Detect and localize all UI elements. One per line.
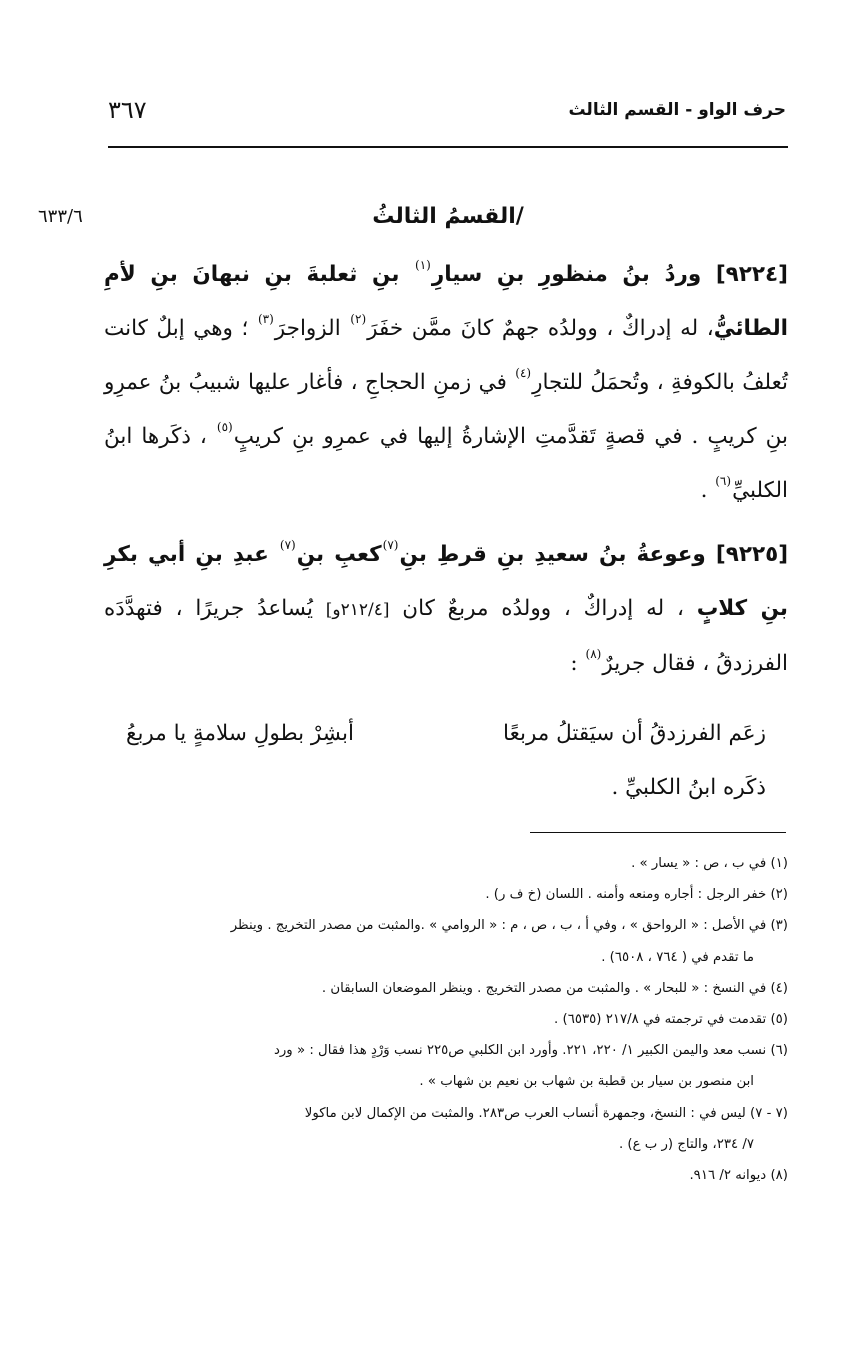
footnote-continuation: ابن منصور بن سيار بن قطبة بن شهاب بن نعيم بن شهاب » . [419,1074,754,1090]
footnote-marker[interactable]: (٦) [715,474,732,488]
entry-name-continued: بنِ ثعلبةَ بنِ نبهانَ بنِ لأمِ الطائيُّ [104,262,789,341]
footnote: (٣) في الأصل : « الرواحق » ، وفي أ ، ب ، ص ، م : « الروامي » .والمثبت من مصدر التخريج . وينظر [230,918,788,934]
footnote-separator [530,832,786,833]
entry-name-continued: كعبِ بنِ [296,542,382,567]
header-rule [108,146,788,148]
poetry-verse [104,707,788,761]
footnote-marker[interactable]: (٣) [257,312,274,326]
footnote-marker[interactable]: (٧) [382,538,399,552]
entry-name: وعوعةُ بنُ سعيدِ بنِ قرطِ بنِ [399,542,706,567]
footnote: (٧ - ٧) ليس في : النسخ، وجمهرة أنساب العرب ص٢٨٣. والمثبت من الإكمال لابن ماكولا [304,1105,788,1121]
footnote-continuation: ما تقدم في ( ٧٦٤ ، ٦٥٠٨) . [601,949,754,965]
verse-attribution: ذكَره ابنُ الكلبيِّ . [611,775,766,800]
verse-second-hemistich: أبشِرْ بطولِ سلامةٍ يا مربعُ [126,721,354,746]
entry-text: في زمنِ الحجاجِ ، فأغار عليها شبيبُ بنُ عمرِو بنِ كريبٍ . في قصةٍ تَقدَّمتِ الإشارةُ إليها في عمرِو بنِ كريبٍ [104,370,788,449]
entry-9225 [104,528,788,691]
footnote: (٥) تقدمت في ترجمته في ٢١٧/٨ (٦٥٣٥) . [554,1012,788,1028]
entry-text: . [700,478,715,503]
footnote: (١) في ب ، ص : « يسار » . [631,856,788,871]
page-header [108,96,786,140]
footnote-marker[interactable]: (٤) [515,366,532,380]
section-title: /القسمُ الثالثُ [372,204,524,229]
entry-number: [٩٢٢٥] [705,542,789,567]
footnote-marker[interactable]: (٨) [585,647,602,661]
entry-text: ، له إدراكٌ ، وولدُه جهمٌ كانَ ممَّن خفَرَ [367,316,714,341]
entry-text: ، ذكَرها ابنُ الكلبيِّ [104,424,788,503]
footnote-marker[interactable]: (١) [415,258,431,272]
entry-text: : [570,651,585,676]
entry-text: ؛ وهي إبلٌ كانت تُعلفُ بالكوفةِ ، وتُحمَلُ للتجارِ [104,316,788,395]
margin-reference: ٦٣٣/٦ [38,206,83,227]
running-title: حرف الواو - القسم الثالث [568,100,786,120]
footnote-marker[interactable]: (٧) [279,538,296,552]
footnote-marker[interactable]: (٥) [216,420,233,434]
entry-9224 [104,248,788,518]
main-text [104,248,788,815]
entry-text: يُساعدُ جريرًا ، فتهدَّدَه الفرزدقُ ، فقال جريرٌ [104,596,788,676]
entry-text: ، له إدراكٌ ، وولدُه مربعٌ كان [389,596,697,621]
footnote: (٨) ديوانه ٢/ ٩١٦. [689,1168,788,1184]
footnote-marker[interactable]: (٢) [350,312,367,326]
footnote-continuation: ٧/ ٢٣٤، والتاج (ر ب ع) . [618,1136,754,1152]
manuscript-reference: [٢١٢/٤و] [325,600,390,620]
footnotes [104,848,788,1191]
verse-first-hemistich: زعَم الفرزدقُ أن سيَقتلُ مربعًا [503,721,766,746]
footnote: (٤) في النسخ : « للبحار » . والمثبت من مصدر التخريج . وينظر الموضعان السابقان . [321,980,788,996]
footnote: (٦) نسب معد واليمن الكبير ١/ ٢٢٠، ٢٢١. وأورد ابن الكلبي ص٢٢٥ نسب وَرْدٍ هذا فقال : « ورد [273,1043,788,1059]
entry-number: [٩٢٢٤] [701,262,788,287]
entry-name: وردُ بنُ منظورِ بنِ سيارِ [431,262,702,287]
footnote: (٢) خفر الرجل : أجاره ومنعه وأمنه . اللسان (خ ف ر) . [485,887,788,903]
page-number: ٣٦٧ [108,96,147,124]
entry-name-continued: عبدِ بنِ أبي بكرِ بنِ كلابٍ [104,542,788,621]
entry-text: الزواجرَ [274,316,350,341]
